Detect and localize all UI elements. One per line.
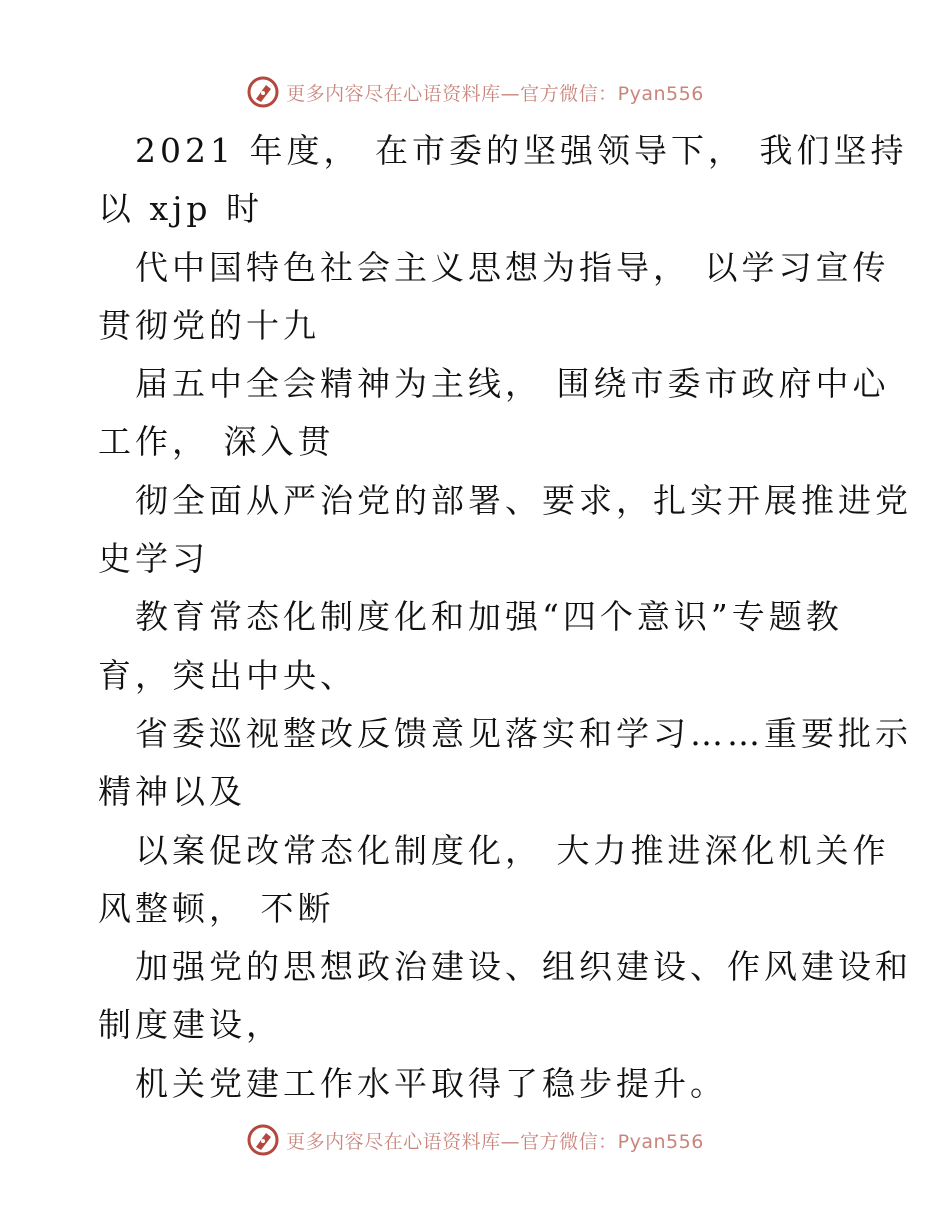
body-line: 制度建设， — [98, 1005, 283, 1045]
footer-watermark — [0, 1120, 950, 1160]
body-line: 贯彻党的十九 — [98, 305, 320, 345]
body-line: 史学习 — [98, 539, 209, 579]
body-line: 以 xjp 时 — [98, 189, 263, 229]
watermark-text: 更多内容尽在心语资料库—官方微信：Pyan556 — [286, 82, 704, 105]
body-line: 育，突出中央、 — [98, 655, 357, 695]
body-line: 2021 年度， 在市委的坚强领导下， 我们坚持 — [135, 131, 908, 170]
document-body — [98, 122, 912, 1113]
body-line: 工作， 深入贯 — [98, 422, 335, 462]
body-line: 加强党的思想政治建设、组织建设、作风建设和 — [135, 947, 912, 987]
body-line: 以案促改常态化制度化， 大力推进深化机关作 — [135, 830, 890, 870]
watermark-text: 更多内容尽在心语资料库—官方微信：Pyan556 — [286, 1130, 704, 1153]
body-line: 教育常态化制度化和加强“四个意识”专题教 — [135, 597, 843, 637]
body-line: 风整顿， 不断 — [98, 888, 335, 928]
header-watermark — [0, 72, 950, 112]
body-line: 精神以及 — [98, 772, 246, 812]
pen-nib-circle-icon — [246, 75, 280, 109]
body-line: 代中国特色社会主义思想为指导， 以学习宣传 — [135, 247, 890, 287]
body-line: 机关党建工作水平取得了稳步提升。 — [135, 1063, 727, 1103]
body-line: 省委巡视整改反馈意见落实和学习……重要批示 — [135, 713, 912, 753]
body-line: 彻全面从严治党的部署、要求，扎实开展推进党 — [135, 480, 912, 520]
body-line: 届五中全会精神为主线， 围绕市委市政府中心 — [135, 364, 890, 404]
pen-nib-circle-icon — [246, 1123, 280, 1157]
